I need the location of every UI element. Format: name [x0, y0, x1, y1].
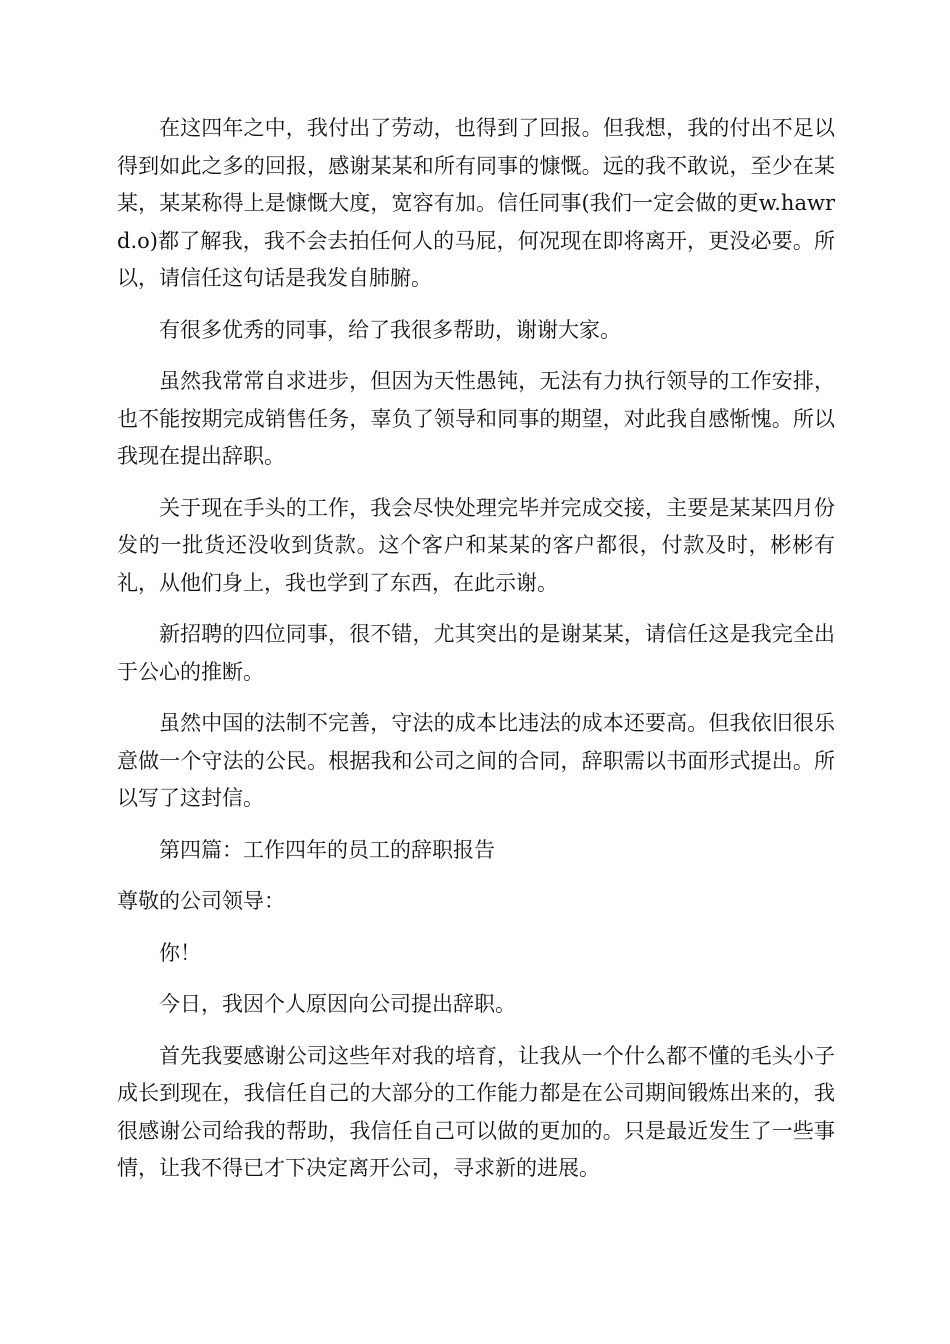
section-heading: 第四篇：工作四年的员工的辞职报告 — [159, 837, 495, 862]
document-page — [117, 110, 835, 1202]
paragraph-handover: 关于现在手头的工作，我会尽快处理完毕并完成交接，主要是某某四月份发的一批货还没收到货款。这个客户和某某的客户都很，付款及时，彬彬有礼，从他们身上，我也学到了东西，在此示谢。 — [117, 495, 835, 595]
paragraph-resignation-statement: 今日，我因个人原因向公司提出辞职。 — [159, 992, 516, 1016]
paragraph-thanks-company: 首先我要感谢公司这些年对我的培育，让我从一个什么都不懂的毛头小子成长到现在，我信任自己的大部分的工作能力都是在公司期间锻炼出来的，我很感谢公司给我的帮助，我信任自己可以做的更加的。只是最近发生了一些事情，让我不得已才下决定离开公司，寻求新的进展。 — [117, 1043, 835, 1180]
paragraph-legal: 虽然中国的法制不完善，守法的成本比违法的成本还要高。但我依旧很乐意做一个守法的公民。根据我和公司之间的合同，辞职需以书面形式提出。所以写了这封信。 — [117, 711, 835, 810]
greeting: 你！ — [159, 940, 201, 965]
paragraph-thanks-colleagues: 有很多优秀的同事，给了我很多帮助，谢谢大家。 — [159, 317, 621, 342]
salutation: 尊敬的公司领导： — [117, 889, 285, 913]
paragraph-self-assessment: 虽然我常常自求进步，但因为天性愚钝，无法有力执行领导的工作安排，也不能按期完成销售任务，辜负了领导和同事的期望，对此我自感惭愧。所以我现在提出辞职。 — [117, 369, 835, 468]
paragraph-new-hires: 新招聘的四位同事，很不错，尤其突出的是谢某某，请信任这是我完全出于公心的推断。 — [117, 622, 835, 684]
paragraph-gratitude: 在这四年之中，我付出了劳动，也得到了回报。但我想，我的付出不足以得到如此之多的回报，感谢某某和所有同事的慷慨。远的我不敢说，至少在某某，某某称得上是慷慨大度，宽容有加。信任同事(我们一定会做的更w.hawrd.o)都了解我，我不会去拍任何人的马屁，何况现在即将离开，更没必要。所以，请信任这句话是我发自肺腑。 — [117, 116, 835, 290]
